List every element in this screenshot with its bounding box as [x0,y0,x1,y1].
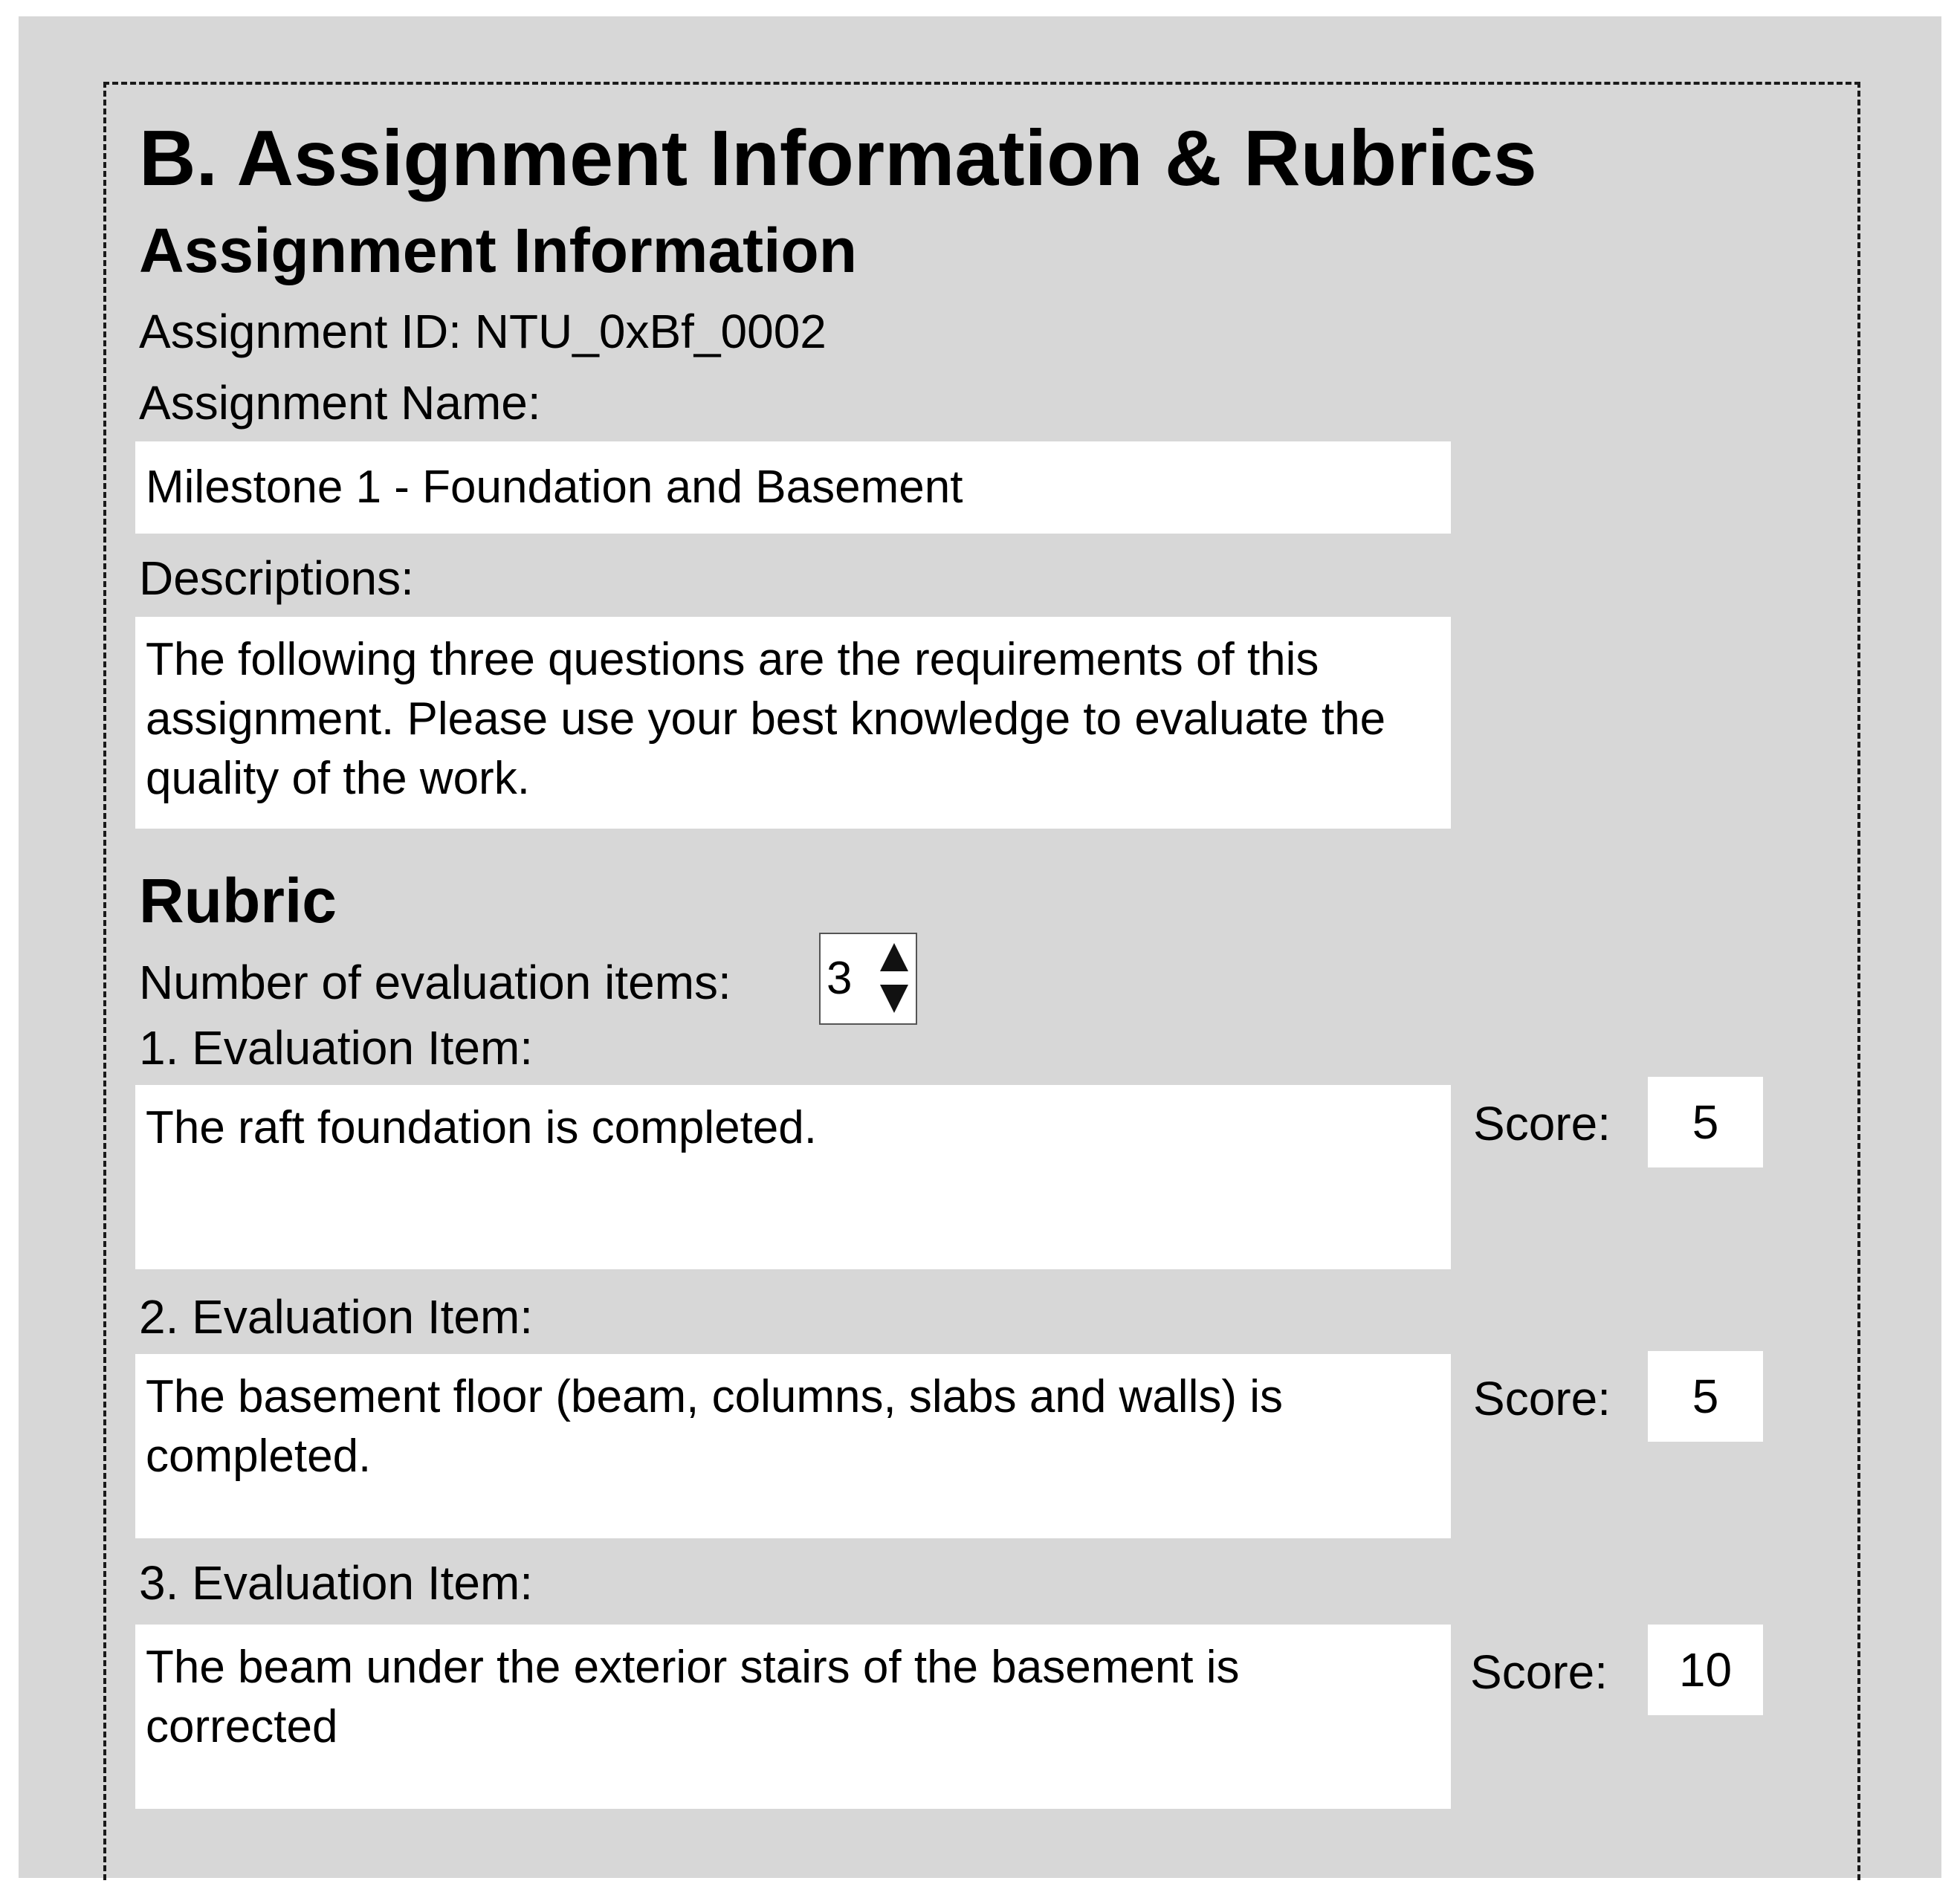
assignment-name-label: Assignment Name: [139,376,541,430]
stepper-arrows-icon[interactable] [879,942,910,1016]
rubric-heading: Rubric [139,866,337,936]
score-field[interactable]: 10 [1648,1625,1763,1715]
evaluation-item-field[interactable]: The raft foundation is completed. [135,1085,1451,1269]
score-field[interactable]: 5 [1648,1351,1763,1442]
evaluation-item-field[interactable]: The basement floor (beam, columns, slabs and walls) is completed. [135,1354,1451,1538]
evaluation-count-value: 3 [827,953,853,1004]
evaluation-count-label: Number of evaluation items: [139,956,731,1009]
score-label: Score: [1470,1645,1608,1699]
assignment-name-field[interactable]: Milestone 1 - Foundation and Basement [135,441,1451,534]
section-title: B. Assignment Information & Rubrics [139,114,1537,202]
descriptions-label: Descriptions: [139,551,414,605]
evaluation-item-label: 2. Evaluation Item: [139,1290,534,1344]
score-label: Score: [1473,1097,1611,1150]
score-label: Score: [1473,1372,1611,1425]
evaluation-count-stepper[interactable] [819,933,917,1025]
evaluation-item-label: 3. Evaluation Item: [139,1556,534,1610]
evaluation-item-field[interactable]: The beam under the exterior stairs of the basement is corrected [135,1625,1451,1809]
descriptions-field[interactable]: The following three questions are the requirements of this assignment. Please use your best knowledge to evaluate the quality of the work. [135,617,1451,829]
assignment-id: Assignment ID: NTU_0xBf_0002 [139,305,827,358]
score-field[interactable]: 5 [1648,1077,1763,1167]
assignment-info-heading: Assignment Information [139,216,858,285]
evaluation-item-label: 1. Evaluation Item: [139,1021,534,1075]
